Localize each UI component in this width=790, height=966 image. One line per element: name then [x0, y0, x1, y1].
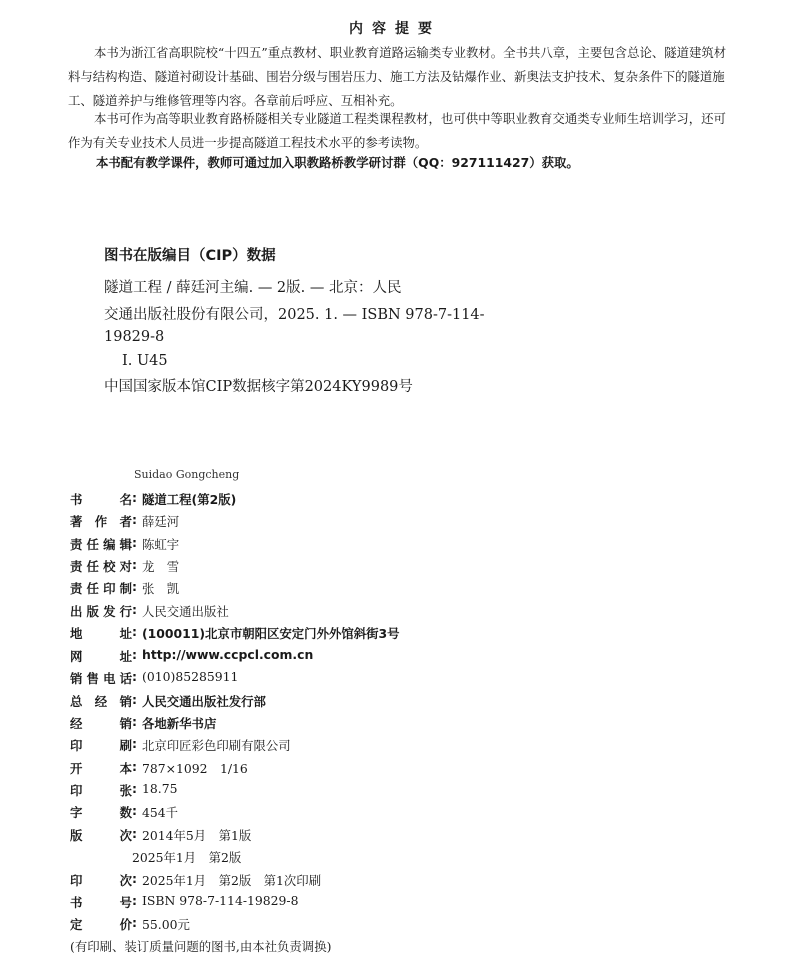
row-label: 责任编辑 [70, 537, 132, 552]
row-label: 著作者 [70, 514, 132, 529]
cip-record-number: 中国国家版本馆CIP数据核字第2024KY9989号 [104, 379, 413, 395]
website-link: http://www.ccpcl.com.cn [142, 647, 314, 662]
row-label: 书名 [70, 492, 132, 507]
summary-title: 内容提要 [349, 21, 441, 37]
row-value: 张 凯 [142, 581, 180, 596]
cip-heading: 图书在版编目（CIP）数据 [104, 248, 276, 264]
row-label: 销售电话 [70, 671, 132, 686]
row-value: (010)85285911 [142, 669, 239, 684]
row-label: 网址 [70, 649, 132, 664]
row-value: 2025年1月 第2版 第1次印刷 [142, 873, 322, 888]
row-label: 地址 [70, 626, 132, 641]
summary-paragraph-3: 本书配有教学课件，教师可通过加入职教路桥教学研讨群（QQ：927111427）获取。 [96, 155, 579, 170]
row-value: 陈虹宇 [142, 537, 180, 552]
row-label: 书号 [70, 895, 132, 910]
row-value: 787×1092 1/16 [142, 761, 248, 776]
row-label: 字数 [70, 805, 132, 820]
row-label: 印张 [70, 783, 132, 798]
row-value: 18.75 [142, 781, 178, 796]
cip-line: 19829-8 [104, 329, 165, 345]
row-value: 北京印匠彩色印刷有限公司 [142, 738, 291, 753]
row-value: 人民交通出版社发行部 [142, 694, 266, 709]
row-value: ISBN 978-7-114-19829-8 [142, 893, 299, 908]
row-label: 印刷 [70, 738, 132, 753]
row-label: 定价 [70, 917, 132, 932]
row-label: 版次 [70, 828, 132, 843]
row-label: 开本 [70, 761, 132, 776]
cip-line: 交通出版社股份有限公司，2025. 1. — ISBN 978-7-114- [104, 307, 485, 323]
quality-note: (有印刷、装订质量问题的图书,由本社负责调换) [70, 939, 332, 954]
summary-paragraph-1: 本书为浙江省高职院校“十四五”重点教材、职业教育道路运输类专业教材。全书共八章，主要包含总论、隧道建筑材料与结构构造、隧道衬砌设计基础、围岩分级与围岩压力、施工方法及钻爆作业、新奥法支护技术、复杂条件下的隧道施工、隧道养护与维修管理等内容。各章前后呼应、互相补充。 [68, 45, 727, 108]
summary-paragraph-2: 本书可作为高等职业教育路桥隧相关专业隧道工程类课程教材，也可供中等职业教育交通类专业师生培训学习，还可作为有关专业技术人员进一步提高隧道工程技术水平的参考读物。 [68, 111, 726, 150]
row-value: 薛廷河 [142, 514, 180, 529]
row-value: 2014年5月 第1版 [142, 828, 252, 843]
row-value: 各地新华书店 [142, 716, 217, 731]
edition-continuation: 2025年1月 第2版 [132, 850, 242, 865]
row-value: 454千 [142, 805, 179, 820]
row-label: 印次 [70, 873, 132, 888]
row-value: 55.00元 [142, 917, 190, 932]
row-value: 隧道工程(第2版) [142, 492, 237, 507]
row-label: 经销 [70, 716, 132, 731]
row-label: 责任校对 [70, 559, 132, 574]
row-label: 总经销 [70, 694, 132, 709]
row-value: 人民交通出版社 [142, 604, 229, 619]
row-value: (100011)北京市朝阳区安定门外外馆斜街3号 [142, 626, 400, 641]
pinyin-title: Suidao Gongcheng [134, 468, 240, 481]
row-value: 龙 雪 [142, 559, 180, 574]
cip-line: 隧道工程 / 薛廷河主编. — 2版. — 北京：人民 [104, 280, 402, 296]
row-label: 责任印制 [70, 581, 132, 596]
row-label: 出版发行 [70, 604, 132, 619]
cip-classification: Ⅰ. U45 [122, 353, 168, 369]
